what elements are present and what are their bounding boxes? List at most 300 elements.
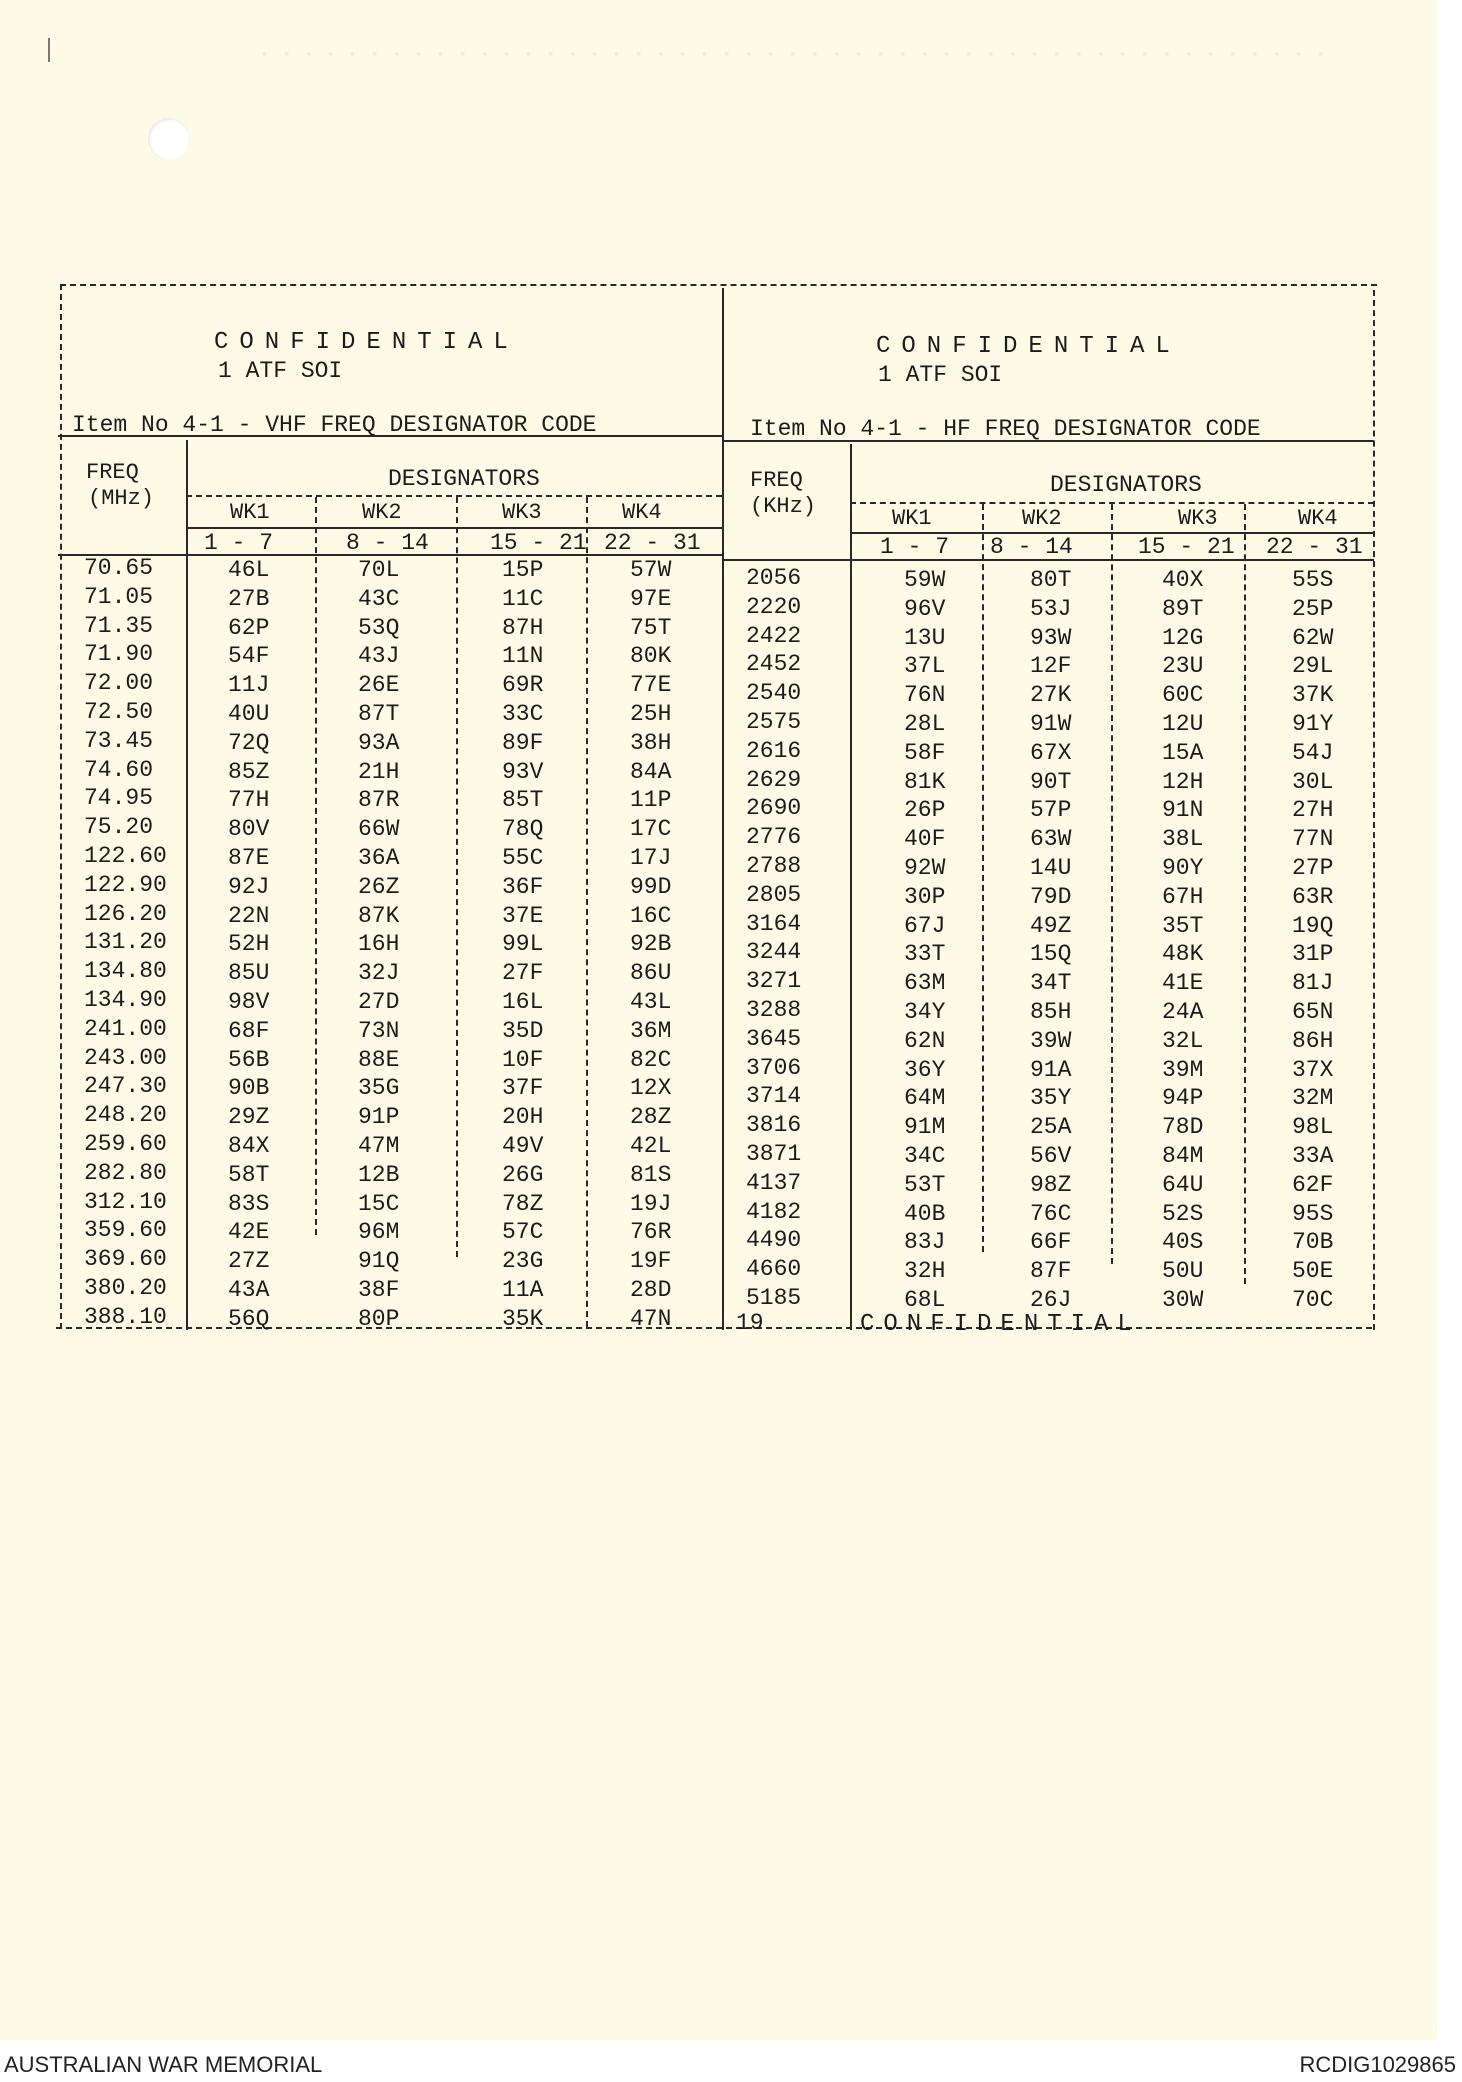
table-cell: 89T <box>1162 595 1204 622</box>
table-cell: 47N <box>630 1305 672 1332</box>
table-cell: 26P <box>904 797 946 824</box>
table-cell: 92J <box>228 873 270 900</box>
table-cell: 64U <box>1162 1171 1204 1198</box>
table-cell: 63W <box>1030 826 1072 853</box>
table-cell: 2629 <box>746 766 802 793</box>
table-cell: 26E <box>358 672 400 699</box>
punch-hole <box>148 118 190 160</box>
table-cell: 23G <box>502 1248 544 1275</box>
table-cell: 53T <box>904 1171 946 1198</box>
table-cell: 91P <box>358 1104 400 1131</box>
table-cell: 43A <box>228 1276 270 1303</box>
right-freq-column <box>746 564 801 1313</box>
table-cell: 12B <box>358 1161 400 1188</box>
table-cell: 91A <box>1030 1056 1072 1083</box>
table-cell: 2805 <box>746 881 802 908</box>
table-cell: 37E <box>502 902 544 929</box>
left-week-rule <box>186 527 722 529</box>
table-cell: 43C <box>358 585 400 612</box>
left-wk1-header: WK1 <box>230 500 270 525</box>
table-cell: 37F <box>502 1075 544 1102</box>
left-freq-divider <box>186 440 188 1330</box>
table-cell: 12U <box>1162 710 1204 737</box>
table-cell: 282.80 <box>84 1159 167 1186</box>
table-cell: 40U <box>228 700 270 727</box>
right-wk2-divider <box>1111 504 1113 1264</box>
table-cell: 122.60 <box>84 842 167 869</box>
table-cell: 11A <box>502 1276 544 1303</box>
table-cell: 75T <box>630 614 672 641</box>
table-cell: 63M <box>904 970 946 997</box>
table-cell: 77H <box>228 787 270 814</box>
table-cell: 34C <box>904 1142 946 1169</box>
left-wk2-divider <box>456 497 458 1257</box>
table-cell: 27F <box>502 960 544 987</box>
table-cell: 49V <box>502 1132 544 1159</box>
right-days-wk1: 1 - 7 <box>880 534 950 560</box>
table-cell: 34Y <box>904 998 946 1025</box>
left-wk1-column <box>228 556 269 1334</box>
table-cell: 2220 <box>746 593 802 620</box>
table-cell: 87R <box>358 787 400 814</box>
table-cell: 83J <box>904 1229 946 1256</box>
table-cell: 82C <box>630 1046 672 1073</box>
table-cell: 84M <box>1162 1142 1204 1169</box>
table-cell: 16C <box>630 902 672 929</box>
table-cell: 85T <box>502 787 544 814</box>
table-cell: 78Z <box>502 1190 544 1217</box>
right-wk2-column <box>1030 566 1071 1315</box>
table-cell: 20H <box>502 1104 544 1131</box>
table-cell: 55C <box>502 844 544 871</box>
table-cell: 4182 <box>746 1198 802 1225</box>
right-wk1-divider <box>982 504 984 1252</box>
table-cell: 32L <box>1162 1027 1204 1054</box>
table-cell: 80T <box>1030 567 1072 593</box>
table-cell: 92B <box>630 931 672 958</box>
left-wk3-column <box>502 556 543 1334</box>
table-cell: 2776 <box>746 824 802 851</box>
right-item-title: Item No 4-1 - HF FREQ DESIGNATOR CODE <box>750 416 1261 442</box>
left-wk4-header: WK4 <box>622 500 662 525</box>
table-cell: 33T <box>904 941 946 968</box>
table-cell: 73N <box>358 1017 400 1044</box>
table-cell: 54F <box>228 643 270 670</box>
table-cell: 32M <box>1292 1085 1334 1112</box>
table-cell: 14U <box>1030 854 1072 881</box>
table-cell: 91W <box>1030 710 1072 737</box>
table-cell: 10F <box>502 1046 544 1073</box>
table-cell: 58T <box>228 1161 270 1188</box>
archive-reference: RCDIG1029865 <box>1299 2052 1456 2077</box>
table-cell: 95S <box>1292 1200 1334 1227</box>
table-cell: 72.50 <box>84 698 154 725</box>
table-cell: 98Z <box>1030 1171 1072 1198</box>
left-confidential-title: CONFIDENTIAL <box>214 329 519 356</box>
table-cell: 12X <box>630 1075 672 1102</box>
table-cell: 87E <box>228 844 270 871</box>
table-cell: 17C <box>630 816 672 843</box>
table-cell: 26G <box>502 1161 544 1188</box>
table-cell: 2690 <box>746 795 802 822</box>
table-cell: 64M <box>904 1085 946 1112</box>
table-cell: 57W <box>630 557 672 583</box>
table-cell: 36M <box>630 1017 672 1044</box>
table-cell: 22N <box>228 902 270 929</box>
table-cell: 72Q <box>228 729 270 756</box>
table-cell: 15C <box>358 1190 400 1217</box>
table-cell: 19J <box>630 1190 672 1217</box>
table-cell: 26J <box>1030 1286 1072 1313</box>
left-freq-header: FREQ <box>86 460 139 485</box>
table-cell: 2616 <box>746 737 802 764</box>
table-cell: 312.10 <box>84 1188 167 1215</box>
table-cell: 71.90 <box>84 641 154 668</box>
table-cell: 388.10 <box>84 1303 167 1330</box>
right-confidential-title: CONFIDENTIAL <box>876 333 1181 360</box>
table-cell: 134.90 <box>84 986 167 1013</box>
table-cell: 25P <box>1292 595 1334 622</box>
table-cell: 54J <box>1292 739 1334 766</box>
table-cell: 81J <box>1292 970 1334 997</box>
table-cell: 3288 <box>746 996 802 1023</box>
table-cell: 46L <box>228 557 270 583</box>
table-cell: 380.20 <box>84 1274 167 1301</box>
table-cell: 3271 <box>746 968 802 995</box>
right-soi-label: 1 ATF SOI <box>878 362 1003 388</box>
table-cell: 11P <box>630 787 672 814</box>
table-cell: 37K <box>1292 682 1334 709</box>
table-cell: 90B <box>228 1075 270 1102</box>
left-designators-header: DESIGNATORS <box>388 466 540 492</box>
table-cell: 33C <box>502 700 544 727</box>
table-cell: 58F <box>904 739 946 766</box>
table-cell: 3816 <box>746 1112 802 1139</box>
table-cell: 49Z <box>1030 912 1072 939</box>
table-cell: 4137 <box>746 1169 802 1196</box>
page-number: 19 <box>736 1310 764 1336</box>
table-cell: 27D <box>358 988 400 1015</box>
table-cell: 52S <box>1162 1200 1204 1227</box>
table-cell: 15A <box>1162 739 1204 766</box>
archive-footer <box>0 2042 1462 2082</box>
table-cell: 24A <box>1162 998 1204 1025</box>
table-cell: 56V <box>1030 1142 1072 1169</box>
table-cell: 69R <box>502 672 544 699</box>
table-cell: 2788 <box>746 852 802 879</box>
table-cell: 13U <box>904 624 946 651</box>
table-cell: 40S <box>1162 1229 1204 1256</box>
table-cell: 38L <box>1162 826 1204 853</box>
table-cell: 98L <box>1292 1114 1334 1141</box>
right-wk3-column <box>1162 566 1203 1315</box>
table-cell: 28D <box>630 1276 672 1303</box>
left-wk3-divider <box>586 497 588 1327</box>
table-cell: 97E <box>630 585 672 612</box>
table-cell: 89F <box>502 729 544 756</box>
table-cell: 66W <box>358 816 400 843</box>
archive-name: AUSTRALIAN WAR MEMORIAL <box>4 2052 323 2077</box>
table-cell: 28Z <box>630 1104 672 1131</box>
table-cell: 76C <box>1030 1200 1072 1227</box>
table-cell: 3164 <box>746 910 802 937</box>
table-cell: 80P <box>358 1305 400 1332</box>
table-cell: 91Q <box>358 1248 400 1275</box>
left-soi-label: 1 ATF SOI <box>218 358 343 384</box>
table-cell: 29Z <box>228 1104 270 1131</box>
table-cell: 27H <box>1292 797 1334 824</box>
table-cell: 38H <box>630 729 672 756</box>
table-cell: 241.00 <box>84 1015 167 1042</box>
table-cell: 43L <box>630 988 672 1015</box>
table-cell: 96V <box>904 595 946 622</box>
table-cell: 3871 <box>746 1140 802 1167</box>
table-cell: 71.05 <box>84 583 154 610</box>
table-cell: 41E <box>1162 970 1204 997</box>
table-cell: 37X <box>1292 1056 1334 1083</box>
table-cell: 91M <box>904 1114 946 1141</box>
table-center-divider <box>722 288 724 1330</box>
table-cell: 65N <box>1292 998 1334 1025</box>
pencil-mark <box>48 38 50 62</box>
table-cell: 39W <box>1030 1027 1072 1054</box>
table-cell: 3645 <box>746 1025 802 1052</box>
table-cell: 35D <box>502 1017 544 1044</box>
left-freq-column <box>84 554 167 1332</box>
table-cell: 84X <box>228 1132 270 1159</box>
table-cell: 87F <box>1030 1258 1072 1285</box>
table-cell: 96M <box>358 1219 400 1246</box>
table-cell: 19F <box>630 1248 672 1275</box>
table-cell: 35G <box>358 1075 400 1102</box>
table-cell: 122.90 <box>84 871 167 898</box>
table-cell: 23U <box>1162 653 1204 680</box>
table-cell: 67X <box>1030 739 1072 766</box>
left-wk2-column <box>358 556 399 1334</box>
table-cell: 84A <box>630 758 672 785</box>
table-cell: 75.20 <box>84 814 154 841</box>
table-cell: 79D <box>1030 883 1072 910</box>
table-cell: 86U <box>630 960 672 987</box>
table-cell: 99D <box>630 873 672 900</box>
table-cell: 27P <box>1292 854 1334 881</box>
table-cell: 2422 <box>746 622 802 649</box>
table-cell: 31P <box>1292 941 1334 968</box>
table-cell: 94P <box>1162 1085 1204 1112</box>
table-cell: 52H <box>228 931 270 958</box>
table-cell: 70B <box>1292 1229 1334 1256</box>
table-cell: 40X <box>1162 567 1204 593</box>
table-cell: 56B <box>228 1046 270 1073</box>
left-days-wk1: 1 - 7 <box>204 530 274 556</box>
table-cell: 50E <box>1292 1258 1334 1285</box>
table-cell: 243.00 <box>84 1044 167 1071</box>
table-cell: 3714 <box>746 1083 802 1110</box>
left-days-wk2: 8 - 14 <box>346 530 429 556</box>
table-cell: 35T <box>1162 912 1204 939</box>
table-cell: 62F <box>1292 1171 1334 1198</box>
right-days-wk2: 8 - 14 <box>990 534 1073 560</box>
table-cell: 36F <box>502 873 544 900</box>
table-cell: 15Q <box>1030 941 1072 968</box>
table-cell: 38F <box>358 1276 400 1303</box>
table-cell: 369.60 <box>84 1246 167 1273</box>
right-wk1-column <box>904 566 945 1315</box>
table-cell: 39M <box>1162 1056 1204 1083</box>
table-cell: 66F <box>1030 1229 1072 1256</box>
table-cell: 91Y <box>1292 710 1334 737</box>
table-cell: 35Y <box>1030 1085 1072 1112</box>
table-cell: 67H <box>1162 883 1204 910</box>
table-cell: 81S <box>630 1161 672 1188</box>
table-cell: 4490 <box>746 1227 802 1254</box>
table-cell: 83S <box>228 1190 270 1217</box>
bottom-confidential: CONFIDENTIAL <box>860 1311 1141 1338</box>
table-cell: 92W <box>904 854 946 881</box>
table-cell: 32J <box>358 960 400 987</box>
table-cell: 16L <box>502 988 544 1015</box>
table-cell: 68F <box>228 1017 270 1044</box>
table-cell: 11J <box>228 672 270 699</box>
table-cell: 30P <box>904 883 946 910</box>
right-wk3-header: WK3 <box>1178 506 1218 531</box>
right-freq-header: FREQ <box>750 468 803 493</box>
table-cell: 85U <box>228 960 270 987</box>
left-designators-rule <box>186 495 722 497</box>
left-days-wk3: 15 - 21 <box>490 530 587 556</box>
table-cell: 60C <box>1162 682 1204 709</box>
table-cell: 259.60 <box>84 1130 167 1157</box>
table-cell: 80V <box>228 816 270 843</box>
table-cell: 93W <box>1030 624 1072 651</box>
table-cell: 30W <box>1162 1286 1204 1313</box>
table-cell: 12H <box>1162 768 1204 795</box>
table-cell: 93A <box>358 729 400 756</box>
table-cell: 53Q <box>358 614 400 641</box>
table-cell: 80K <box>630 643 672 670</box>
table-cell: 34T <box>1030 970 1072 997</box>
table-cell: 90Y <box>1162 854 1204 881</box>
table-cell: 40B <box>904 1200 946 1227</box>
table-left-border <box>60 284 62 1329</box>
table-cell: 59W <box>904 567 946 593</box>
table-cell: 35K <box>502 1305 544 1332</box>
table-cell: 76R <box>630 1219 672 1246</box>
table-cell: 72.00 <box>84 670 154 697</box>
table-cell: 90T <box>1030 768 1072 795</box>
right-wk3-divider <box>1244 504 1246 1284</box>
bleed-through-text: · · · · · · · · · · · · · · · · · · · · · · · · · · · · · · · · · · · · · · · · · · · · · · · · · <box>260 46 1328 63</box>
table-cell: 99L <box>502 931 544 958</box>
table-cell: 131.20 <box>84 929 167 956</box>
table-cell: 47M <box>358 1132 400 1159</box>
table-cell: 2540 <box>746 680 802 707</box>
right-days-wk3: 15 - 21 <box>1138 534 1235 560</box>
table-cell: 12G <box>1162 624 1204 651</box>
table-cell: 36A <box>358 844 400 871</box>
table-right-border <box>1373 290 1375 1330</box>
right-freq-divider <box>850 444 852 1330</box>
table-cell: 27B <box>228 585 270 612</box>
table-cell: 32H <box>904 1258 946 1285</box>
table-cell: 134.80 <box>84 958 167 985</box>
table-cell: 248.20 <box>84 1102 167 1129</box>
table-cell: 86H <box>1292 1027 1334 1054</box>
table-cell: 71.35 <box>84 612 154 639</box>
table-cell: 87T <box>358 700 400 727</box>
table-cell: 88E <box>358 1046 400 1073</box>
table-cell: 62N <box>904 1027 946 1054</box>
table-cell: 42E <box>228 1219 270 1246</box>
table-cell: 77N <box>1292 826 1334 853</box>
table-cell: 43J <box>358 643 400 670</box>
table-cell: 16H <box>358 931 400 958</box>
right-freq-unit: (KHz) <box>750 494 817 519</box>
right-wk4-column <box>1292 566 1333 1315</box>
table-cell: 3244 <box>746 939 802 966</box>
right-wk2-header: WK2 <box>1022 506 1062 531</box>
table-cell: 70.65 <box>84 555 154 581</box>
table-cell: 15P <box>502 557 544 583</box>
table-cell: 27K <box>1030 682 1072 709</box>
table-cell: 70C <box>1292 1286 1334 1313</box>
table-cell: 126.20 <box>84 900 167 927</box>
table-cell: 55S <box>1292 567 1334 593</box>
table-cell: 57P <box>1030 797 1072 824</box>
table-cell: 36Y <box>904 1056 946 1083</box>
right-days-wk4: 22 - 31 <box>1266 534 1363 560</box>
left-days-wk4: 22 - 31 <box>604 530 701 556</box>
left-freq-unit: (MHz) <box>88 486 155 511</box>
table-cell: 56Q <box>228 1305 270 1332</box>
table-cell: 29L <box>1292 653 1334 680</box>
left-wk4-column <box>630 556 671 1334</box>
table-cell: 50U <box>1162 1258 1204 1285</box>
table-cell: 62P <box>228 614 270 641</box>
left-wk3-header: WK3 <box>502 500 542 525</box>
table-cell: 17J <box>630 844 672 871</box>
table-cell: 33A <box>1292 1142 1334 1169</box>
table-cell: 25A <box>1030 1114 1072 1141</box>
table-cell: 98V <box>228 988 270 1015</box>
table-cell: 67J <box>904 912 946 939</box>
table-cell: 37L <box>904 653 946 680</box>
table-cell: 74.60 <box>84 756 154 783</box>
table-cell: 359.60 <box>84 1217 167 1244</box>
table-cell: 2452 <box>746 651 802 678</box>
table-cell: 81K <box>904 768 946 795</box>
table-cell: 30L <box>1292 768 1334 795</box>
left-wk1-divider <box>315 497 317 1235</box>
table-cell: 77E <box>630 672 672 699</box>
table-cell: 27Z <box>228 1248 270 1275</box>
table-cell: 2056 <box>746 565 802 591</box>
table-cell: 19Q <box>1292 912 1334 939</box>
table-cell: 42L <box>630 1132 672 1159</box>
table-cell: 91N <box>1162 797 1204 824</box>
table-cell: 11C <box>502 585 544 612</box>
table-cell: 2575 <box>746 708 802 735</box>
table-cell: 247.30 <box>84 1073 167 1100</box>
table-cell: 70L <box>358 557 400 583</box>
table-cell: 26Z <box>358 873 400 900</box>
table-cell: 73.45 <box>84 727 154 754</box>
table-cell: 62W <box>1292 624 1334 651</box>
right-wk4-header: WK4 <box>1298 506 1338 531</box>
table-cell: 85Z <box>228 758 270 785</box>
table-cell: 28L <box>904 710 946 737</box>
table-cell: 40F <box>904 826 946 853</box>
